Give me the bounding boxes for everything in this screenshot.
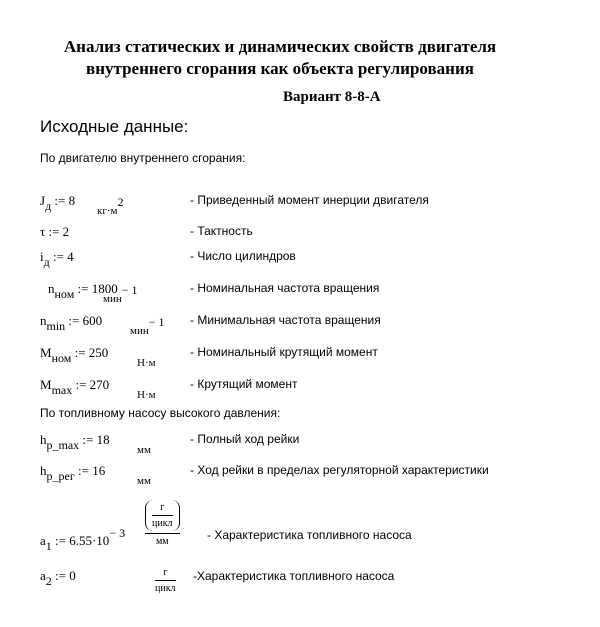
unit-text: кг·м [97,205,118,217]
unit-text: мм [137,444,151,456]
var-name: i [40,249,44,264]
unit-text: Н·м [137,389,156,401]
unit-text: мин [130,325,149,337]
variable-definition[interactable] [40,432,110,453]
unit-text: Н·м [137,357,156,369]
var-name: h [40,432,47,447]
a2-description: -Характеристика топливного насоса [193,569,395,583]
var-description: - Тактность [190,224,253,238]
var-subscript: p_рег [46,469,75,483]
variant-label: Вариант 8-8-А [283,89,381,105]
var-name: M [40,377,52,392]
var-name: n [40,313,47,328]
var-unit [137,347,156,369]
var-unit [97,195,123,217]
var-subscript: p_max [46,438,80,452]
a1-description: - Характеристика топливного насоса [207,528,412,542]
var-description: - Номинальная частота вращения [190,281,380,295]
var-value: := 18 [79,432,110,447]
variable-definition[interactable] [40,345,108,366]
a1-unit [145,497,180,547]
variable-definition[interactable] [40,193,75,214]
a2-definition[interactable] [40,568,76,589]
var-value: := 1800 [74,281,118,296]
variable-definition[interactable] [40,377,109,398]
var-value: := 250 [71,345,109,360]
var-exponent: − 3 [109,526,126,540]
var-value: := 16 [74,463,106,478]
a1-definition[interactable] [40,526,125,554]
var-value: := 2 [45,224,70,239]
variable-definition[interactable] [40,463,105,484]
var-unit [103,283,138,305]
variable-definition[interactable] [40,313,102,334]
var-value: := 8 [51,193,76,208]
var-value: := 6.55·10 [51,533,110,548]
var-value: := 270 [72,377,110,392]
var-subscript: 2 [45,574,52,588]
var-name: J [40,193,46,208]
var-subscript: min [46,319,66,333]
section-heading: Исходные данные: [40,117,189,136]
var-description: - Число цилиндров [190,249,296,263]
unit-text: мин [103,293,122,305]
var-description: - Номинальный крутящий момент [190,345,378,359]
var-subscript: ном [54,287,75,301]
var-subscript: д [43,255,50,269]
engine-heading: По двигателю внутреннего сгорания: [40,151,246,165]
var-name: M [40,345,52,360]
var-subscript: 1 [45,539,52,553]
var-name: τ [40,224,46,239]
var-unit [137,434,151,456]
title-line-2: внутреннего сгорания как объекта регулирования [86,59,474,78]
unit-exponent: − 1 [148,315,165,329]
var-description: - Минимальная частота вращения [190,313,381,327]
var-name: a [40,533,46,548]
unit-exponent: − 1 [121,283,138,297]
var-subscript: ном [51,351,72,365]
var-subscript: д [45,199,52,213]
unit-numerator: г [160,502,165,513]
var-description: - Полный ход рейки [190,432,300,446]
var-name: n [48,281,55,296]
var-value: := 0 [51,568,76,583]
var-value: := 600 [65,313,103,328]
variable-definition[interactable] [40,224,69,245]
pump-heading: По топливному насосу высокого давления: [40,406,281,420]
unit-text: мм [137,475,151,487]
a2-unit [155,562,176,594]
var-description: - Приведенный момент инерции двигателя [190,193,429,207]
unit-numerator: г [163,567,168,578]
unit-denominator: цикл [152,518,173,529]
var-name: h [40,463,47,478]
var-unit [137,465,151,487]
title-line-1: Анализ статических и динамических свойств двигателя [63,37,497,56]
var-unit [130,315,165,337]
unit-exponent: 2 [117,195,124,209]
unit-denominator: цикл [155,583,176,594]
var-description: - Крутящий момент [190,377,298,391]
var-value: := 4 [49,249,74,264]
var-name: a [40,568,46,583]
var-subscript: max [51,383,73,397]
unit-outer-denominator: мм [155,536,169,547]
var-unit [137,379,156,401]
var-description: - Ход рейки в пределах регуляторной характеристики [190,463,489,477]
variable-definition[interactable] [40,249,74,270]
